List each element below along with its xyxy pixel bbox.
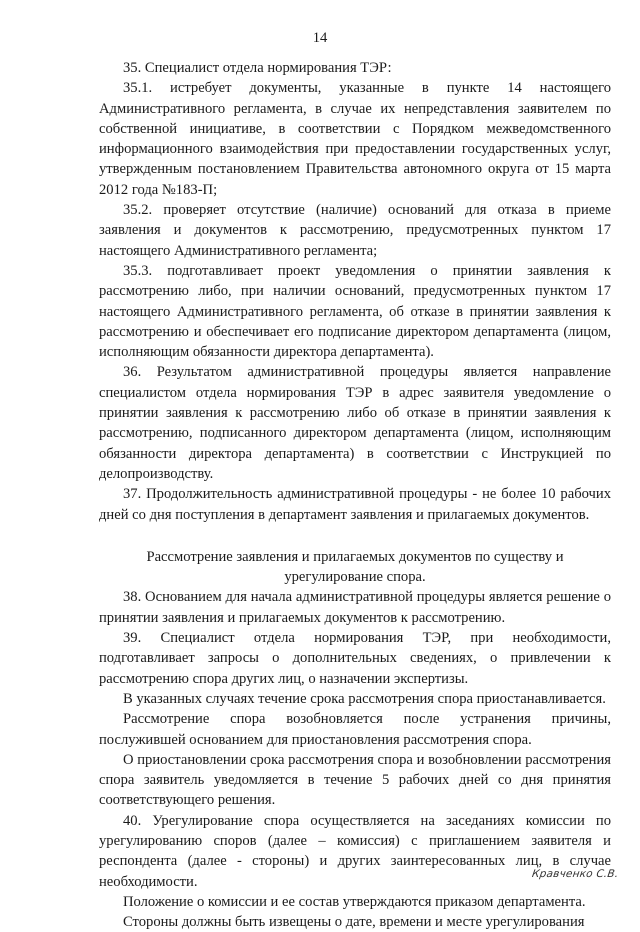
paragraph-35: 35. Специалист отдела нормирования ТЭР:: [123, 60, 392, 76]
paragraph-suspension: В указанных случаях течение срока рассмотрения спора приостанавливается.: [123, 690, 606, 707]
paragraph-35-1: 35.1. истребует документы, указанные в пункте 14 настоящего Административного регламента, в случае их непредставления заявителем по собственной инициативе, в соответствии с Порядком межведомственного информационного взаимодействия при предоставлении государственных услуг, утвержденным постановлением Правительства автономного округа от 15 марта 2012 года №183-П;: [99, 80, 611, 198]
paragraph-37: 37. Продолжительность административной процедуры - не более 10 рабочих дней со дня поступления в департамент заявления и прилагаемых документов.: [99, 486, 611, 523]
section-heading: [99, 547, 611, 588]
section-heading-line-1: Рассмотрение заявления и прилагаемых документов по существу и: [146, 548, 564, 565]
paragraph-35-2: 35.2. проверяет отсутствие (наличие) оснований для отказа в приеме заявления и документов к рассмотрению, предусмотренных пунктом 17 настоящего Административного регламента;: [99, 202, 611, 259]
section-heading-line-2: урегулирование спора.: [284, 569, 426, 586]
paragraph-39: 39. Специалист отдела нормирования ТЭР, при необходимости, подготавливает запросы о дополнительных сведениях, о привлечении к рассмотрению спора других лиц, о назначении экспертизы.: [99, 630, 611, 687]
signature: Кравченко С.В.: [530, 868, 619, 880]
paragraph-38: 38. Основанием для начала административной процедуры является решение о принятии заявления и прилагаемых документов к рассмотрению.: [99, 589, 611, 626]
document-body: [99, 58, 611, 932]
paragraph-notification: О приостановлении срока рассмотрения спора и возобновлении рассмотрения спора заявитель уведомляется в течение 5 рабочих дней со дня принятия соответствующего решения.: [99, 751, 611, 809]
paragraph-40: 40. Урегулирование спора осуществляется на заседаниях комиссии по урегулированию споров (далее – комиссия) с приглашением заявителя и респондента (далее - стороны) и других заинтересованных лиц, в случае необходимости.: [99, 812, 611, 890]
paragraph-parties: Стороны должны быть извещены о дате, времени и месте урегулирования: [123, 914, 585, 931]
paragraph-commission: Положение о комиссии и ее состав утверждаются приказом департамента.: [123, 893, 586, 910]
page-number: 14: [312, 30, 328, 46]
paragraph-36: 36. Результатом административной процедуры является направление специалистом отдела нормирования ТЭР в адрес заявителя уведомление о принятии заявления к рассмотрению либо об отказе в принятии заявления к рассмотрению, подписанного директором департамента (лицом, исполняющим обязанности директора департамента) в соответствии с Инструкцией по делопроизводству.: [99, 364, 611, 482]
paragraph-35-3: 35.3. подготавливает проект уведомления о принятии заявления к рассмотрению либо, при наличии оснований, предусмотренных пунктом 17 настоящего Административного регламента, об отказе в принятии заявления к рассмотрению и обеспечивает его подписание директором департамента (лицом, исполняющим обязанности директора департамента).: [99, 262, 611, 361]
paragraph-resumption: Рассмотрение спора возобновляется после устранения причины, послужившей основанием для приостановления рассмотрения спора.: [99, 711, 611, 748]
